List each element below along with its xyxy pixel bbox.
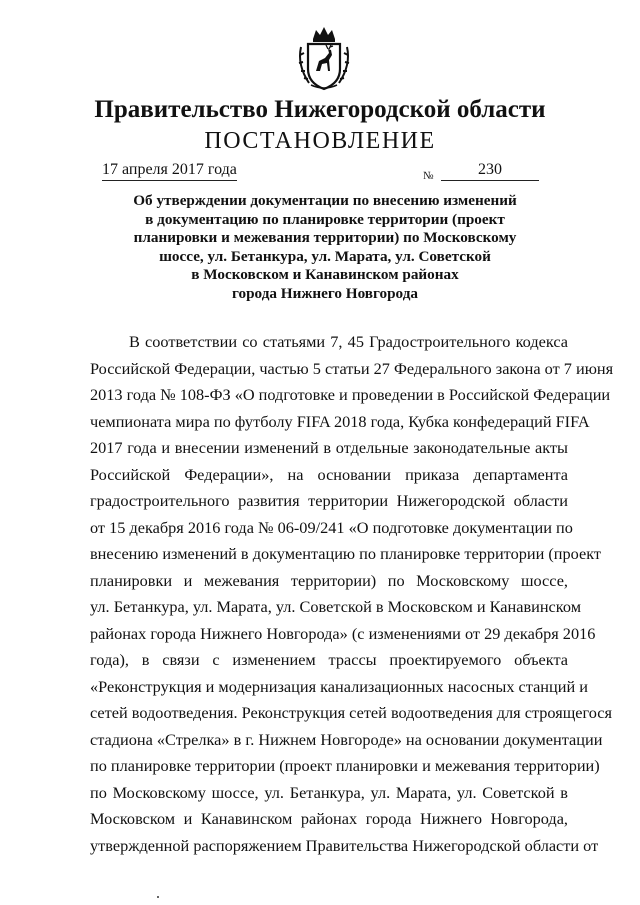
body-paragraph [90, 329, 614, 859]
subject-line: в Московском и Канавинском районах [191, 266, 459, 284]
subject-line: шоссе, ул. Бетанкура, ул. Марата, ул. Советской [159, 247, 491, 265]
body-line: от 15 декабря 2016 года № 06-09/241 «О подготовке документации по [90, 517, 573, 537]
number-sign: № [423, 170, 434, 182]
coat-of-arms-icon [295, 25, 353, 91]
organization-title: Правительство Нижегородской области [94, 96, 546, 123]
body-line: внесению изменений в документацию по планировке территории (проект [90, 544, 602, 563]
subject-line: города Нижнего Новгорода [232, 284, 418, 302]
body-line: стадиона «Стрелка» в г. Нижнем Новгороде» на основании документации [90, 729, 603, 749]
body-line: сетей водоотведения. Реконструкция сетей водоотведения для строящегося [90, 703, 613, 722]
body-line: Российской Федерации», на основании приказа департамента [90, 464, 568, 484]
body-line: Российской Федерации, частью 5 статьи 27 Федерального закона от 7 июня [90, 358, 614, 378]
subject-line: планировки и межевания территории) по Московскому [133, 229, 517, 247]
body-line: утвержденной распоряжением Правительства Нижегородской области от [90, 835, 599, 855]
body-line: 2013 года № 108-ФЗ «О подготовке и проведении в Российской Федерации [90, 385, 611, 404]
body-line: «Реконструкция и модернизация канализационных насосных станций и [90, 676, 588, 696]
document-date: 17 апреля 2017 года [102, 161, 237, 181]
body-line: чемпионата мира по футболу FIFA 2018 года, Кубка конфедераций FIFA [90, 411, 590, 431]
body-line: по Московскому шоссе, ул. Бетанкура, ул. Марата, ул. Советской в [90, 782, 568, 802]
document-type: ПОСТАНОВЛЕНИЕ [204, 128, 436, 154]
body-line: районах города Нижнего Новгорода» (с изменениями от 29 декабря 2016 [90, 623, 596, 643]
subject-line: Об утверждении документации по внесению изменений [133, 192, 517, 209]
body-line: В соответствии со статьями 7, 45 Градостроительного кодекса [129, 332, 568, 351]
body-line: планировки и межевания территории) по Московскому шоссе, [90, 570, 568, 590]
subject-line: в документацию по планировке территории (проект [145, 210, 505, 228]
body-line: 2017 года и внесении изменений в отдельные законодательные акты [90, 438, 568, 457]
document-subject [115, 192, 535, 304]
body-line: года), в связи с изменением трассы проектируемого объекта [90, 650, 568, 669]
page-mark [157, 896, 159, 898]
document-number: 230 [441, 161, 539, 181]
body-line: ул. Бетанкура, ул. Марата, ул. Советской в Московском и Канавинском [90, 597, 582, 616]
body-line: по планировке территории (проект планировки и межевания территории) [90, 756, 600, 775]
body-line: Московском и Канавинском районах города Нижнего Новгорода, [90, 809, 568, 828]
body-line: градостроительного развития территории Нижегородской области [90, 491, 568, 510]
